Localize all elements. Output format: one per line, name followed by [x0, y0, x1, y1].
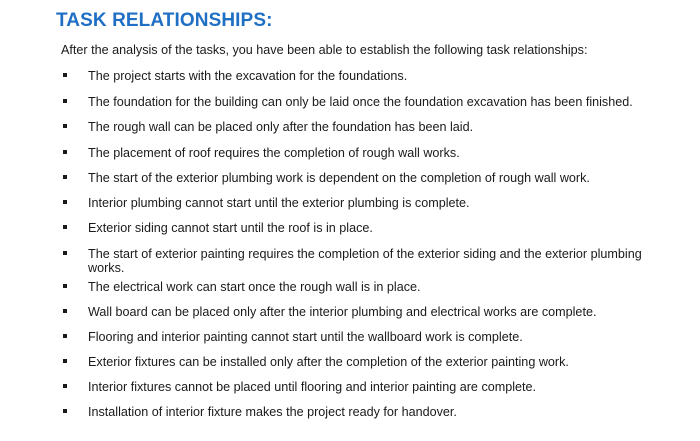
list-item-text: The project starts with the excavation for the foundations.	[88, 69, 408, 83]
list-item-text: Exterior siding cannot start until the roof is in place.	[88, 221, 373, 235]
bullet-icon	[63, 359, 67, 363]
list-item-text: Installation of interior fixture makes the project ready for handover.	[88, 405, 457, 419]
bullet-icon	[63, 225, 67, 229]
list-item-text: The electrical work can start once the rough wall is in place.	[88, 280, 421, 294]
bullet-icon	[63, 99, 67, 103]
list-item-text: Interior plumbing cannot start until the exterior plumbing is complete.	[88, 196, 470, 210]
list-item-text: Interior fixtures cannot be placed until flooring and interior painting are complete.	[88, 380, 537, 394]
list-item-text: The start of exterior painting requires the completion of the exterior siding and the exterior plumbing works.	[88, 247, 642, 275]
bullet-icon	[63, 409, 67, 413]
list-item-text: The rough wall can be placed only after the foundation has been laid.	[88, 120, 474, 134]
intro-paragraph: After the analysis of the tasks, you have been able to establish the following task relationships:	[61, 43, 588, 57]
bullet-icon	[63, 150, 67, 154]
list-item-text: Wall board can be placed only after the interior plumbing and electrical works are complete.	[88, 305, 597, 319]
bullet-icon	[63, 284, 67, 288]
bullet-icon	[63, 334, 67, 338]
list-item-text: The foundation for the building can only be laid once the foundation excavation has been finished.	[88, 95, 633, 109]
bullet-icon	[63, 309, 67, 313]
bullet-icon	[63, 175, 67, 179]
bullet-icon	[63, 124, 67, 128]
list-item-text: The start of the exterior plumbing work is dependent on the completion of rough wall work.	[88, 171, 590, 185]
list-item-text: Exterior fixtures can be installed only after the completion of the exterior painting work.	[88, 355, 569, 369]
list-item-text: The placement of roof requires the completion of rough wall works.	[88, 146, 460, 160]
bullet-icon	[63, 200, 67, 204]
list-item-text: Flooring and interior painting cannot start until the wallboard work is complete.	[88, 330, 523, 344]
bullet-icon	[63, 73, 67, 77]
section-heading: TASK RELATIONSHIPS:	[56, 10, 273, 31]
bullet-icon	[63, 384, 67, 388]
bullet-icon	[63, 251, 67, 255]
